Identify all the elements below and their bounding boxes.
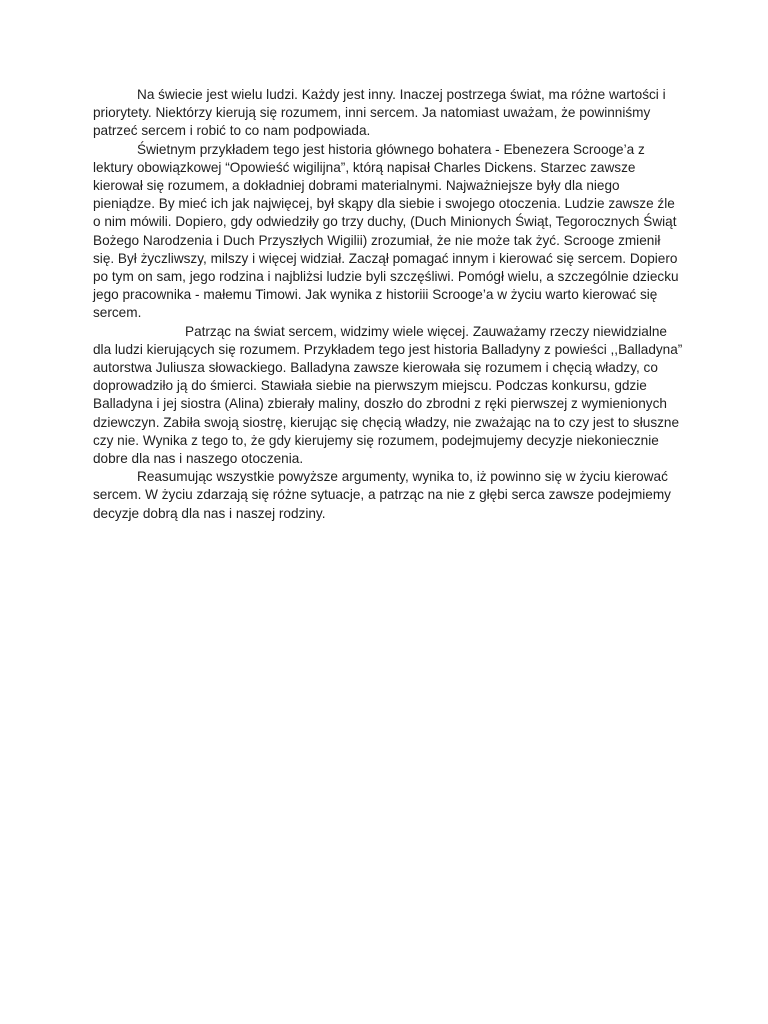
essay-text	[93, 86, 683, 523]
paragraph-balladyna: Patrząc na świat sercem, widzimy wiele więcej. Zauważamy rzeczy niewidzialne dla ludzi kierujących się rozumem. Przykładem tego jest historia Balladyny z powieści ,,Balladyna” autorstwa Juliusza słowackiego. Balladyna zawsze kierowała się rozumem i chęcią władzy, co doprowadziło ją do śmierci. Stawiała siebie na pierwszym miejscu. Podczas konkursu, gdzie Balladyna i jej siostra (Alina) zbierały maliny, doszło do zbrodni z ręki pierwszej z wymienionych dziewczyn. Zabiła swoją siostrę, kierując się chęcią władzy, nie zważając na to czy jest to słuszne czy nie. Wynika z tego to, że gdy kierujemy się rozumem, podejmujemy decyzje niekoniecznie dobre dla nas i naszego otoczenia.	[93, 323, 683, 467]
paragraph-conclusion: Reasumując wszystkie powyższe argumenty, wynika to, iż powinno się w życiu kierować sercem. W życiu zdarzają się różne sytuacje, a patrząc na nie z głębi serca zawsze podejmiemy decyzje dobrą dla nas i naszej rodziny.	[93, 469, 671, 521]
paragraph-intro: Na świecie jest wielu ludzi. Każdy jest inny. Inaczej postrzega świat, ma różne wartości i priorytety. Niektórzy kierują się rozumem, inni sercem. Ja natomiast uważam, że powinniśmy patrzeć sercem i robić to co nam podpowiada.	[93, 87, 666, 139]
paragraph-scrooge: Świetnym przykładem tego jest historia głównego bohatera - Ebenezera Scrooge’a z lektury obowiązkowej “Opowieść wigilijna”, którą napisał Charles Dickens. Starzec zawsze kierował się rozumem, a dokładniej dobrami materialnymi. Najważniejsze były dla niego pieniądze. By mieć ich jak najwięcej, był skąpy dla siebie i swojego otoczenia. Ludzie zawsze źle o nim mówili. Dopiero, gdy odwiedziły go trzy duchy, (Duch Minionych Świąt, Tegorocznych Świąt Bożego Narodzenia i Duch Przyszłych Wigilii) zrozumiał, że nie może tak żyć. Scrooge zmienił się. Był życzliwszy, milszy i więcej widział. Zaczął pomagać innym i kierować się sercem. Dopiero po tym on sam, jego rodzina i najbliżsi ludzie byli szczęśliwi. Pomógł wielu, a szczególnie dziecku jego pracownika - małemu Timowi. Jak wynika z historiii Scrooge’a w życiu warto kierować się sercem.	[93, 141, 679, 321]
